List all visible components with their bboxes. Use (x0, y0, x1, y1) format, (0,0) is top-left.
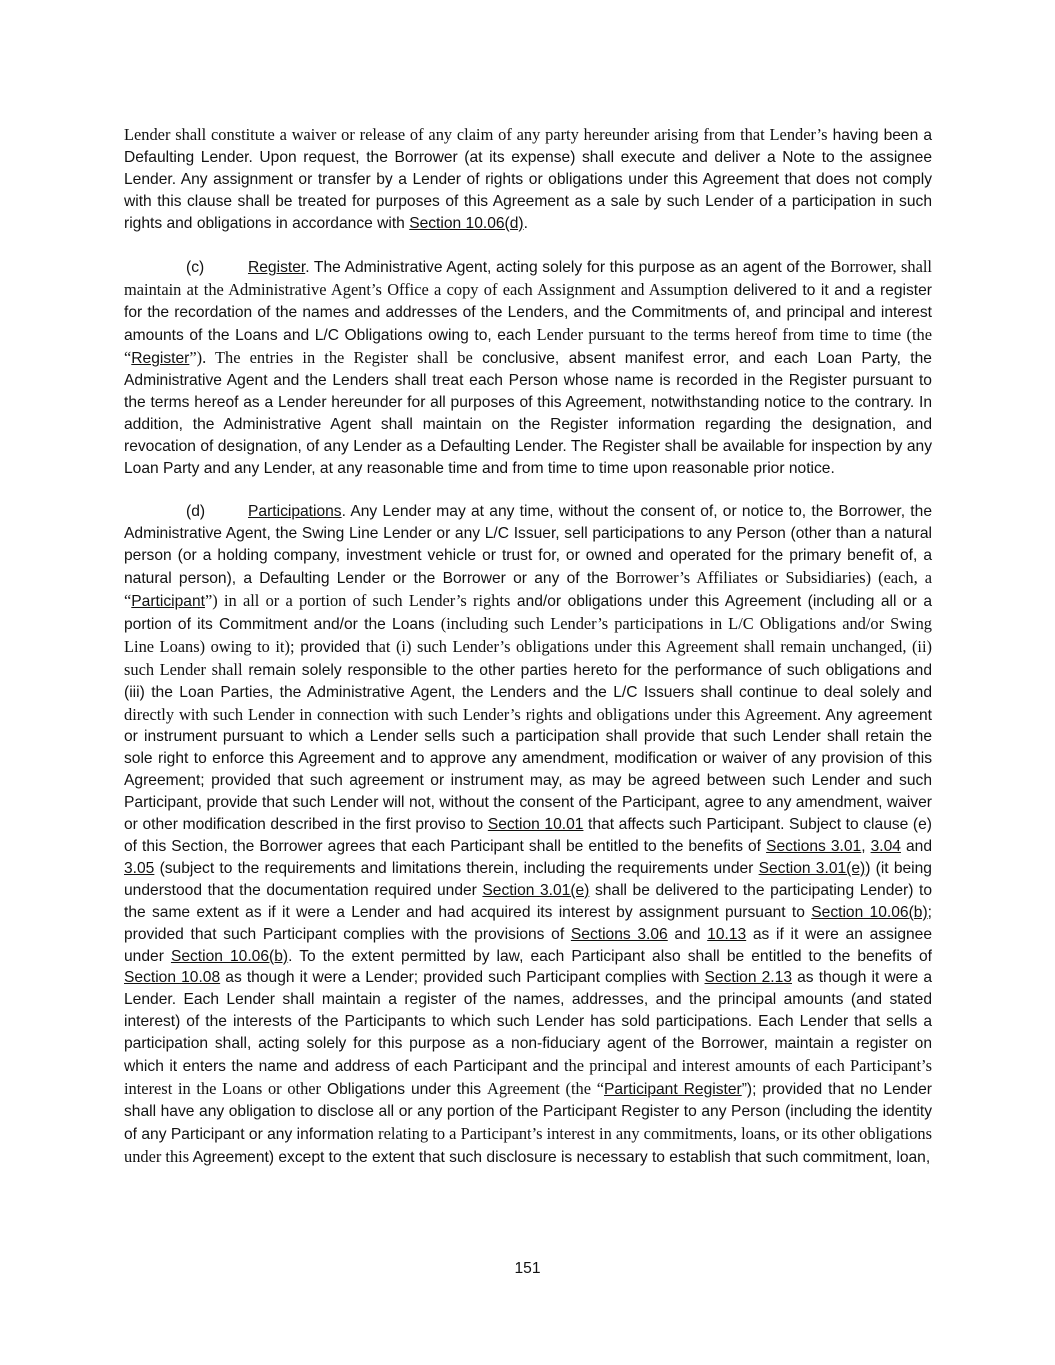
text-run: Any agreement or instrument pursuant to which a Lender sells such a participation shall provide that such Lender shall retain the sole right to enforce this Agreement and to approve any amendment, modification or waiver of any provision of this Agreement; provided that such agreement or instrument may, as may be agreed between such Lender and such Participant, provide that such Lender will not, without the consent of the Participant, agree to any amendment, waiver or other modification described in the first proviso to (124, 706, 933, 834)
section-reference: Section 3.01(e) (758, 859, 866, 877)
text-run: having been a Defaulting Lender. Upon request, the Borrower (at its expense) shall execute and deliver a Note to the assignee Lender. Any assignment or transfer by a Lender of rights or obligations under this Agreement that does not comply with this clause shall be treated for purposes of this Agreement as a sale by such Lender of a participation in such rights and obligations in accordance with (124, 127, 933, 232)
text-run: as though it were a Lender; provided such Participant complies with (220, 969, 705, 987)
section-reference: 3.04 (870, 837, 901, 855)
section-reference: 3.05 (124, 859, 155, 877)
section-reference: Sections 3.06 (570, 925, 668, 943)
text-run: provided (294, 638, 366, 656)
text-run: . The Administrative Agent, acting solely for this purpose as an agent of the (305, 259, 831, 277)
text-run: and/or obligations under this Agreement (including all or a portion of its Commitment and/or the Loans (124, 593, 932, 633)
text-run: relating to a Participant’s interest in any commitments, loans, or its other obligations under this (124, 1123, 932, 1166)
text-run: ”) in all or a portion of such Lender’s rights (204, 591, 511, 610)
text-run: . Any Lender may at any time, without the consent of, or notice to, the Borrower, the Administrative Agent, the Swing Line Lender or any L/C Issuer, sell participations to any Person (other than a natural person (or a holding company, investment vehicle or trust for, or owned and operated for the primary benefit of, a natural person), a Defaulting Lender or the Borrower or any of the (124, 503, 932, 588)
text-run: Borrower’s Affiliates or Subsidiaries) (each, a “ (124, 568, 932, 610)
clause-label: (c) (186, 259, 205, 277)
defined-term: Participant Register (604, 1080, 742, 1098)
paragraph-participations (124, 501, 932, 1168)
text-run: directly with such Lender in connection with such Lender’s rights and obligations under this Agreement. (124, 704, 822, 724)
clause-heading: Participations (248, 503, 342, 521)
text-run: Agreement (the “ (487, 1078, 605, 1098)
text-run: Agreement) except to the extent that such disclosure is necessary to establish that such commitment, loan, (189, 1148, 931, 1166)
text-run: ) (it being understood that the documentation required under (124, 859, 932, 899)
text-run: , (861, 837, 871, 855)
section-reference: 10.13 (707, 925, 747, 943)
paragraph-continuation (124, 124, 932, 235)
defined-term: Register (131, 350, 190, 368)
paragraph-register (124, 256, 932, 479)
text-run: shall be delivered to the participating Lender) to the same extent as if it were a Lender and had acquired its interest by assignment pursuant to (124, 881, 932, 921)
section-reference: Section 10.06(b) (170, 947, 289, 965)
text-run: ”); provided that no Lender shall have any obligation to disclose all or any portion of the Participant Register to any Person (including the identity of any Participant or any information (124, 1080, 932, 1143)
clause-label: (d) (186, 503, 206, 521)
section-reference: Section 10.08 (124, 969, 221, 987)
text-run: as though it were a Lender. Each Lender shall maintain a register of the names, addresses, and the principal amounts (and stated interest) of the interests of the Participants to which such Lender has sold participations. Each Lender that sells a participation shall, acting solely for this purpose as a non-fiduciary agent of the Borrower, maintain a register on which it enters the name and address of each Participant and (124, 969, 932, 1076)
clause-heading: Register (248, 259, 306, 277)
defined-term: Participant (131, 593, 205, 610)
text-run: (including such Lender’s participations in L/C Obligations and/or Swing Line Loans) owing to it); (124, 613, 932, 656)
section-reference: Section 2.13 (704, 969, 792, 987)
text-run: ; provided that such Participant complies with the provisions of (124, 903, 932, 943)
text-run: and (667, 925, 708, 943)
text-run: Borrower, shall maintain at the Administrative Agent’s Office a copy of each Assignment and Assumption (124, 257, 932, 300)
text-run: and (900, 837, 932, 855)
text-run: . (523, 214, 528, 232)
text-run: . To the extent permitted by law, each Participant also shall be entitled to the benefits of (288, 947, 933, 965)
text-run: conclusive, absent manifest error, and each Loan Party, the Administrative Agent and the Lenders shall treat each Person whose name is recorded in the Register pursuant to the terms hereof as a Lender hereunder for all purposes of this Agreement, notwithstanding notice to the contrary. In addition, the Administrative Agent shall maintain on the Register information regarding the designation, and revocation of designation, of any Lender as a Defaulting Lender. The Register shall be available for inspection by any Loan Party and any Lender, at any reasonable time and from time to time upon reasonable prior notice. (124, 350, 932, 477)
document-body (124, 124, 932, 1169)
text-run: that affects such Participant. Subject to clause (e) of this Section, the Borrower agrees that each Participant shall be entitled to the benefits of (124, 816, 932, 855)
text-run: as if it were an assignee under (124, 925, 933, 965)
page-number: 151 (514, 1260, 541, 1277)
text-run: (subject to the requirements and limitations therein, including the requirements under (154, 859, 759, 877)
section-reference: Section 10.06(d) (409, 214, 524, 232)
section-reference: Sections 3.01 (766, 837, 862, 855)
text-run: ”). The entries in the Register shall be (189, 348, 473, 368)
text-run: that (i) such Lender’s obligations under this Agreement shall remain unchanged, (ii) such Lender shall (124, 636, 932, 679)
text-run: Lender pursuant to the terms hereof from time to time (the “ (124, 325, 932, 368)
section-reference: Section 10.01 (487, 816, 584, 834)
section-reference: Section 10.06(b) (811, 903, 928, 921)
text-run: the principal and interest amounts of each Participant’s interest in the Loans or other (124, 1056, 932, 1098)
text-run: delivered to it and a register for the recordation of the names and addresses of the Lenders, and the Commitments of, and principal and interest amounts of the Loans and L/C Obligations owing to, each (124, 282, 933, 345)
text-run: Lender shall constitute a waiver or release of any claim of any party hereunder arising from that Lender’s (124, 125, 828, 144)
section-reference: Section 3.01(e) (482, 881, 590, 899)
text-run: remain solely responsible to the other parties hereto for the performance of such obligations and (iii) the Loan Parties, the Administrative Agent, the Lenders and the L/C Issuers shall continue to deal solely and (124, 661, 932, 701)
text-run: Obligations under this (321, 1080, 487, 1098)
